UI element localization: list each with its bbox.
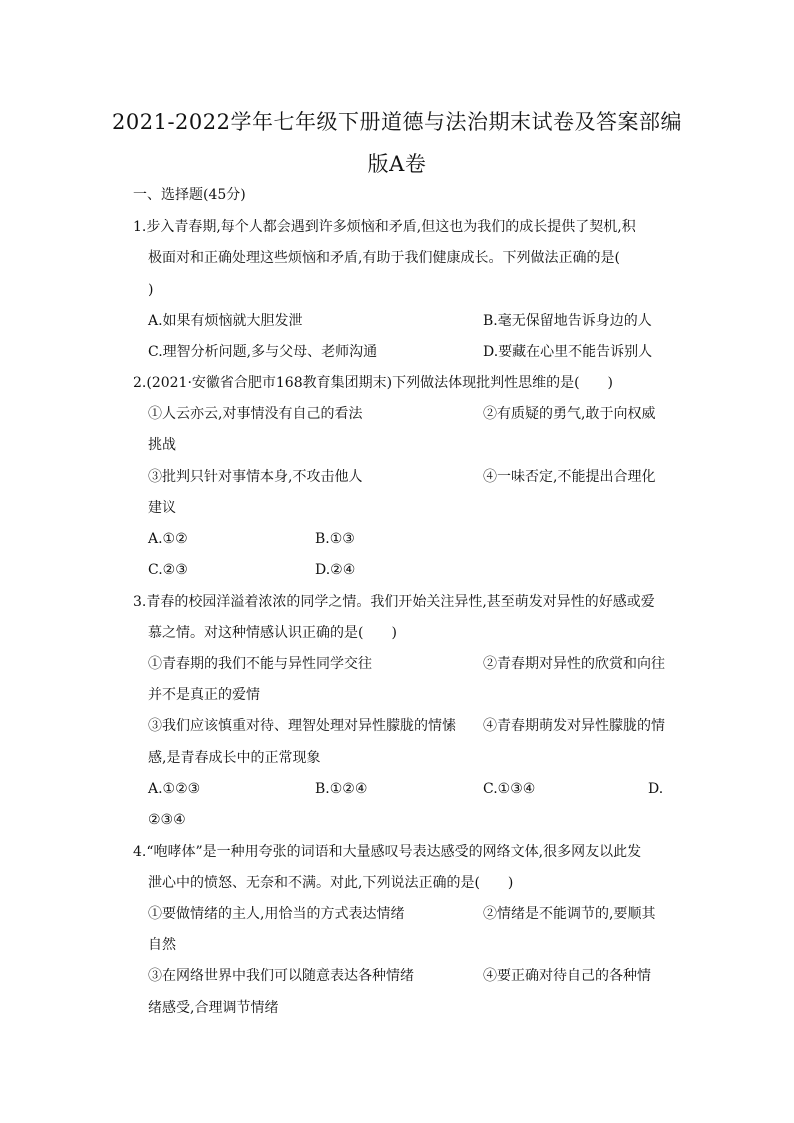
q2-statement-1: ①人云亦云,对事情没有自己的看法 [148, 406, 363, 422]
section-heading: 一、选择题(45分) [133, 187, 246, 203]
q4-statement-1: ①要做情绪的主人,用恰当的方式表达情绪 [148, 906, 405, 922]
q2-option-a: A.①② [148, 531, 188, 547]
q4-stem-line2: 泄心中的愤怒、无奈和不满。对此,下列说法正确的是( ) [148, 875, 514, 891]
q1-option-a: A.如果有烦恼就大胆发泄 [148, 313, 303, 329]
page-title: 2021-2022学年七年级下册道德与法治期末试卷及答案部编 [112, 110, 682, 134]
q3-statement-1: ①青春期的我们不能与异性同学交往 [148, 656, 372, 672]
q2-option-d: D.②④ [315, 562, 356, 578]
q4-statement-2-cont: 自然 [148, 937, 176, 953]
q2-statement-2: ②有质疑的勇气,敢于向权威 [483, 406, 656, 422]
q3-option-b: B.①②④ [315, 781, 368, 797]
q2-statement-4: ④一味否定,不能提出合理化 [483, 469, 656, 485]
q1-option-b: B.毫无保留地告诉身边的人 [483, 313, 652, 329]
q3-statement-2-cont: 并不是真正的爱情 [148, 687, 260, 703]
q1-stem-line3: ) [148, 282, 154, 298]
q3-option-c: C.①③④ [483, 781, 536, 797]
q1-stem-line1: 1.步入青春期,每个人都会遇到许多烦恼和矛盾,但这也为我们的成长提供了契机,积 [133, 219, 636, 235]
q1-option-c: C.理智分析问题,多与父母、老师沟通 [148, 344, 378, 360]
q2-statement-2-cont: 挑战 [148, 437, 176, 453]
q3-statement-3: ③我们应该慎重对待、理智处理对异性朦胧的情愫 [148, 718, 456, 734]
q2-option-c: C.②③ [148, 562, 188, 578]
q2-statement-4-cont: 建议 [148, 500, 176, 516]
q1-stem-line2: 极面对和正确处理这些烦恼和矛盾,有助于我们健康成长。下列做法正确的是( [148, 250, 620, 266]
q3-stem-line1: 3.青春的校园洋溢着浓浓的同学之情。我们开始关注异性,甚至萌发对异性的好感或爱 [133, 594, 655, 610]
q1-option-d: D.要藏在心里不能告诉别人 [483, 344, 653, 360]
q4-statement-3: ③在网络世界中我们可以随意表达各种情绪 [148, 968, 414, 984]
q2-stem-line1: 2.(2021·安徽省合肥市168教育集团期末)下列做法体现批判性思维的是( ) [133, 375, 614, 391]
q3-stem-line2: 慕之情。对这种情感认识正确的是( ) [148, 625, 397, 641]
q3-option-d-cont: ②③④ [148, 812, 186, 828]
q4-statement-2: ②情绪是不能调节的,要顺其 [483, 906, 656, 922]
q3-statement-4-cont: 感,是青春成长中的正常现象 [148, 750, 321, 766]
q2-option-b: B.①③ [315, 531, 355, 547]
q3-option-a: A.①②③ [148, 781, 201, 797]
q2-statement-3: ③批判只针对事情本身,不攻击他人 [148, 469, 363, 485]
q4-stem-line1: 4.“咆哮体”是一种用夸张的词语和大量感叹号表达感受的网络文体,很多网友以此发 [133, 844, 642, 860]
q4-statement-4: ④要正确对待自己的各种情 [483, 968, 651, 984]
q4-statement-4-cont: 绪感受,合理调节情绪 [148, 1000, 279, 1016]
q3-statement-4: ④青春期萌发对异性朦胧的情 [483, 718, 665, 734]
q3-option-d: D. [648, 781, 664, 797]
q3-statement-2: ②青春期对异性的欣赏和向往 [483, 656, 665, 672]
page-title-continued: 版A卷 [367, 152, 427, 176]
